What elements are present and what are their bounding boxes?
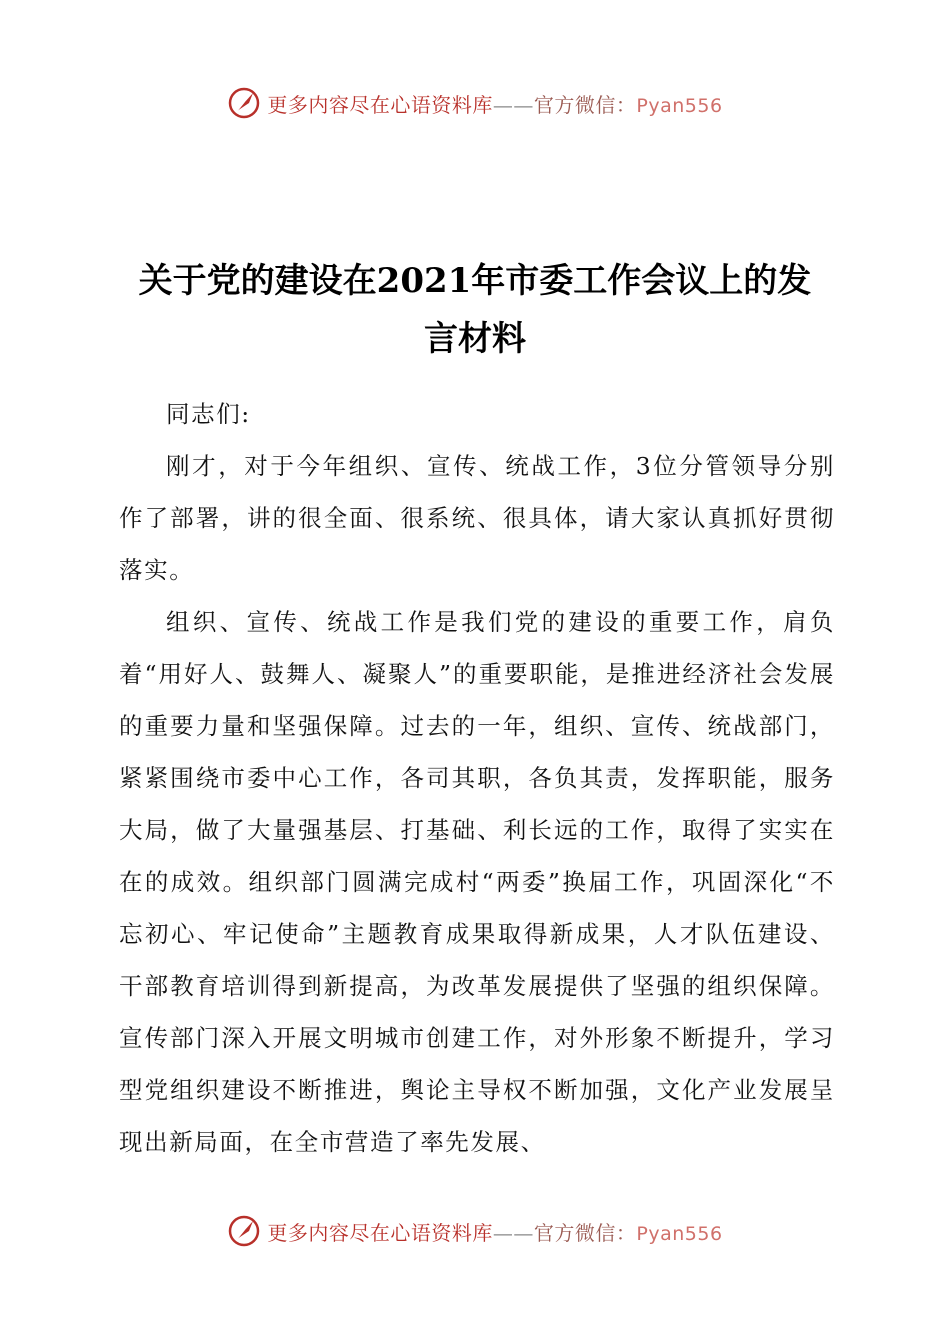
watermark-dash: ——	[492, 1220, 534, 1245]
footer-watermark-inner	[227, 1214, 722, 1248]
salutation: 同志们:	[166, 400, 251, 428]
document-body	[119, 388, 835, 1168]
title-line-1: 关于党的建设在2021年市委工作会议上的发	[138, 261, 812, 301]
header-watermark-text	[267, 89, 722, 118]
watermark-library-text: 更多内容尽在心语资料库	[267, 92, 493, 117]
footer-watermark	[0, 1211, 950, 1251]
watermark-handle: Pyan556	[636, 1222, 723, 1245]
watermark-wechat-label: 官方微信：	[533, 92, 637, 117]
watermark-dash: ——	[492, 92, 534, 117]
watermark-handle: Pyan556	[636, 94, 723, 117]
paragraph-1: 刚才，对于今年组织、宣传、统战工作，3位分管领导分别作了部署，讲的很全面、很系统、很具体，请大家认真抓好贯彻落实。	[119, 452, 835, 584]
document-title	[110, 252, 840, 368]
paragraph-2: 组织、宣传、统战工作是我们党的建设的重要工作，肩负着“用好人、鼓舞人、凝聚人”的重要职能，是推进经济社会发展的重要力量和坚强保障。过去的一年，组织、宣传、统战部门，紧紧围绕市委中心工作，各司其职，各负其责，发挥职能，服务大局，做了大量强基层、打基础、利长远的工作，取得了实实在在的成效。组织部门圆满完成村“两委”换届工作，巩固深化“不忘初心、牢记使命”主题教育成果取得新成果，人才队伍建设、干部教育培训得到新提高，为改革发展提供了坚强的组织保障。宣传部门深入开展文明城市创建工作，对外形象不断提升，学习型党组织建设不断推进，舆论主导权不断加强，文化产业发展呈现出新局面，在全市营造了率先发展、	[119, 608, 835, 1156]
footer-watermark-text	[267, 1217, 722, 1246]
quill-logo-icon	[227, 1214, 261, 1248]
quill-logo-icon	[227, 86, 261, 120]
watermark-library-text: 更多内容尽在心语资料库	[267, 1220, 493, 1245]
watermark-wechat-label: 官方微信：	[533, 1220, 637, 1245]
title-line-2: 言材料	[424, 319, 526, 359]
header-watermark	[0, 83, 950, 123]
header-watermark-inner	[227, 86, 722, 120]
